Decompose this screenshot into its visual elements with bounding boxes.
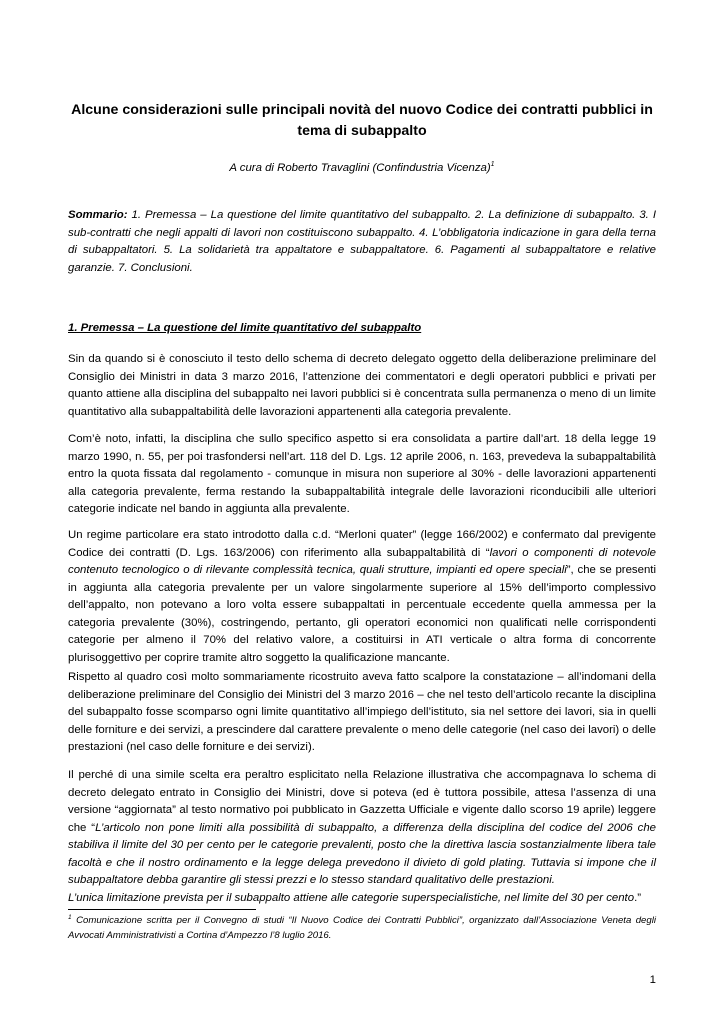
- summary-text: 1. Premessa – La questione del limite quantitativo del subappalto. 2. La definizione di subappalto. 3. I sub-contratti che negli appalti di lavori non costituiscono subappalto. 4. L’obbligatoria indicazione in gara della terna di subappaltatori. 5. La solidarietà tra appaltatore e subappaltatore. 6. Pagamenti al subappaltatore e relative garanzie. 7. Conclusioni.: [68, 209, 656, 274]
- paragraph-2: Com’è noto, infatti, la disciplina che sullo specifico aspetto si era consolidata a partire dall’art. 18 della legge 19 marzo 1990, n. 55, per poi trasfondersi nell’art. 118 del D. Lgs. 12 aprile 2006, n. 163, prevedeva la subappaltabilità entro la quota fissata dal regolamento - comunque in misura non superiore al 30% - delle lavorazioni appartenenti alla categoria prevalente, ferma restando la subappaltabilità integrale delle lavorazioni riconducibili alle ulteriori categorie indicate nel bando in aggiunta alla prevalente.: [68, 433, 656, 515]
- paragraph-3-quote: lavori o componenti di notevole contenuto tecnologico o di rilevante complessità tecnica, quali strutture, impianti ed opere speciali: [68, 546, 656, 576]
- footnote-number: 1: [68, 913, 72, 921]
- footnote: [68, 913, 656, 943]
- paragraph-5-quote-1: L’articolo non pone limiti alla possibilità di subappalto, a differenza della disciplina del codice del 2006 che stabiliva il limite del 30 per cento per le categorie prevalenti, posto che la direttiva lascia sostanzialmente libera tale facoltà e che il nostro ordinamento e la legge delega prevedono il divieto di gold plating. Tuttavia si impone che il subappaltatore debba garantire gli stessi prezzi e lo stesso standard qualitativo delle prestazioni.: [68, 821, 656, 886]
- footnote-separator: [68, 909, 256, 910]
- paragraph-3: [68, 527, 656, 667]
- summary-label: Sommario:: [68, 209, 128, 221]
- footnote-ref[interactable]: 1: [490, 161, 495, 169]
- author-line: [68, 160, 656, 178]
- paragraph-4: Rispetto al quadro così molto sommariamente ricostruito aveva fatto scalpore la constatazione – all’indomani della deliberazione preliminare del Consiglio dei Ministri del 3 marzo 2016 – che nel testo dell’articolo recante la disciplina del subappalto fosse scomparso ogni limite quantitativo all’impiego dell’istituto, sia nel settore dei lavori, sia in quelli delle forniture e dei servizi, a prescindere dal carattere prevalente o meno delle categorie (nel caso dei lavori) o delle prestazioni (nel caso delle forniture e dei servizi).: [68, 671, 656, 753]
- document-title: Alcune considerazioni sulle principali novità del nuovo Codice dei contratti pubblici in tema di subappalto: [71, 102, 653, 139]
- footnote-text: Comunicazione scritta per il Convegno di studi “Il Nuovo Codice dei Contratti Pubblici”, organizzato dall’Associazione Veneta degli Avvocati Amministrativisti a Cortina d’Ampezzo l’8 luglio 2016.: [68, 915, 656, 941]
- paragraph-3-text-c: ”, che se presenti in aggiunta alla categoria prevalente per un valore singolarmente superiore al 15% dell’importo complessivo dell’appalto, non potevano a loro volta essere subappaltati in percentuale eccedente quella ammessa per la categoria prevalente (30%), costringendo, pertanto, gli operatori economici non qualificati nelle corrispondenti categorie per almeno il 70% del relativo valore, a costituirsi in ATI verticale o altra forma di concorrente plurisoggettivo per coprire tramite altro soggetto la qualificazione mancante.: [68, 564, 656, 664]
- paragraph-1: Sin da quando si è conosciuto il testo dello schema di decreto delegato oggetto della deliberazione preliminare del Consiglio dei Ministri in data 3 marzo 2016, l’attenzione dei commentatori e degli operatori pubblici e privati per quanto attiene alla disciplina del subappalto nei lavori pubblici si è concentrata sulla permanenza o meno di un limite quantitativo alla subappaltabilità delle lavorazioni appartenenti alla categoria prevalente.: [68, 353, 656, 418]
- summary: [68, 207, 656, 277]
- paragraph-3-text-a: Un regime particolare era stato introdotto dalla c.d. “Merloni quater” (legge 166/2002) e confermato dal previgente Codice dei contratti (D. Lgs. 163/2006) con riferimento alla subappaltabilità di “: [68, 529, 656, 559]
- paragraph-5-text-d: .”: [634, 891, 642, 904]
- document-page: [68, 0, 656, 1024]
- section-heading: 1. Premessa – La questione del limite quantitativo del subappalto: [68, 322, 422, 334]
- page-number: 1: [649, 974, 656, 986]
- paragraph-5-text-a: Il perché di una simile scelta era peraltro esplicitato nella Relazione illustrativa che accompagnava lo schema di decreto delegato entrato in Consiglio dei Ministri, dove si poteva (ed è tuttora possibile, attesa l’assenza di una versione “aggiornata” al testo normativo poi pubblicato in Gazzetta Ufficiale e vigente dallo scorso 19 aprile) leggere che “: [68, 769, 656, 834]
- paragraph-5-quote-2: L’unica limitazione prevista per il subappalto attiene alle categorie superspecialistiche, nel limite del 30 per cento: [68, 891, 635, 904]
- author-name: A cura di Roberto Travaglini (Confindustria Vicenza): [229, 162, 491, 174]
- paragraph-5: [68, 767, 656, 907]
